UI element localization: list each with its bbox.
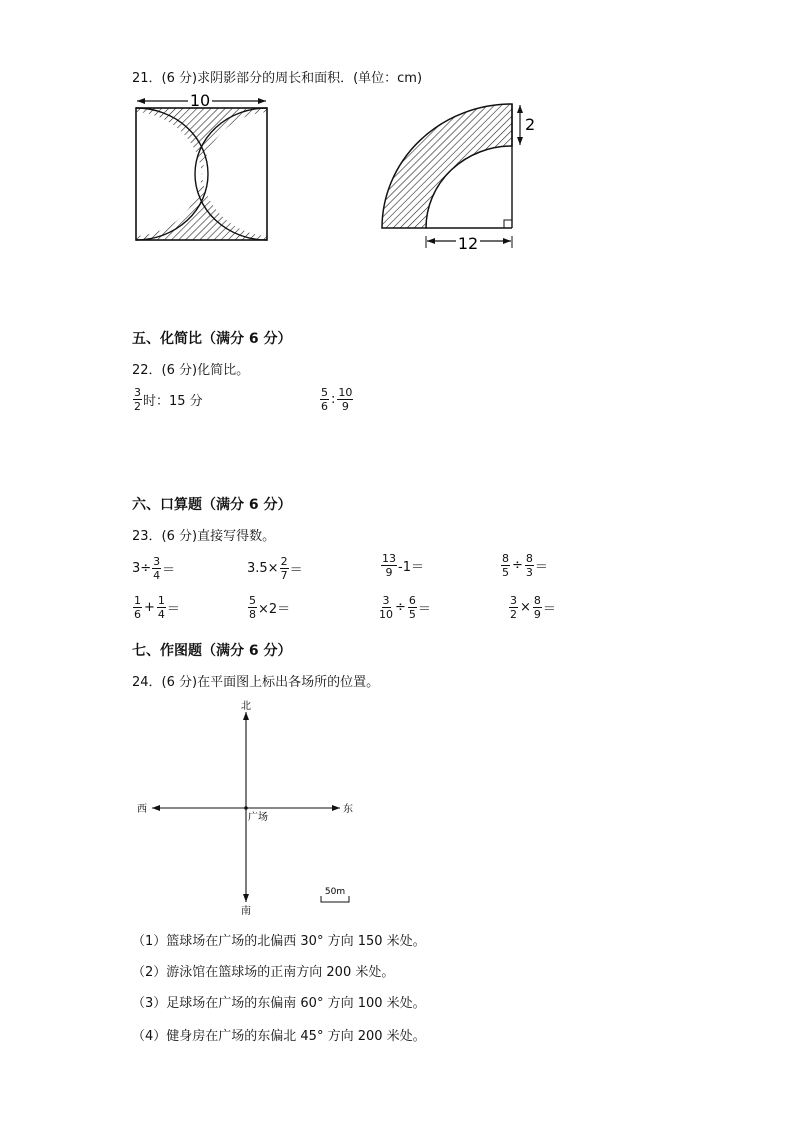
scale-label: 50m [324,887,346,897]
q24-item-2: （2）游泳馆在篮球场的正南方向 200 米处。 [132,965,395,980]
shaded-ring [382,104,512,228]
arrow-right-icon [503,238,511,244]
calc-r1c1: 3÷ $\frac{3}{4}$ ＝ [132,555,176,582]
q21-title: 21．(6 分)求阴影部分的周长和面积．(单位：cm) [132,71,423,86]
right-angle-mark [504,220,512,228]
shaded-bottom [136,176,267,240]
section6-heading: 六、口算题（满分 6 分） [132,497,292,513]
arrow-right-icon [258,98,266,104]
q24-item-3: （3）足球场在广场的东偏南 60° 方向 100 米处。 [132,996,426,1011]
fig2-bottom-label: 12 [457,234,479,253]
section5-heading: 五、化简比（满分 6 分） [132,331,292,347]
north-label: 北 [241,701,251,712]
q24-item-4: （4）健身房在广场的东偏北 45° 方向 200 米处。 [132,1029,426,1044]
south-arrow-icon [243,894,249,902]
west-label: 西 [137,804,147,815]
north-arrow-icon [243,712,249,720]
calc-r1c2: 3.5× $\frac{2}{7}$ ＝ [247,555,303,582]
arrow-down-icon [517,137,523,145]
east-arrow-icon [332,805,340,811]
center-label: 广场 [248,812,268,823]
figure-quarter-ring [376,96,551,254]
calc-r1c3: $\frac{13}{9}$ -1＝ [382,552,424,579]
fig2-side-label: 2 [525,115,536,134]
calc-r2c2: $\frac{5}{8}$ ×2＝ [249,594,291,621]
arrow-left-icon [137,98,145,104]
q24-title: 24．(6 分)在平面图上标出各场所的位置。 [132,675,380,690]
east-label: 东 [343,804,353,815]
q22-item2: $\frac{5}{6}$ : $\frac{10}{9}$ [321,386,353,413]
fig1-dimension-label: 10 [189,92,211,110]
west-arrow-icon [152,805,160,811]
calc-r2c1: $\frac{1}{6}$ + $\frac{1}{4}$ ＝ [134,594,180,621]
q23-title: 23．(6 分)直接写得数。 [132,529,276,544]
q24-item-1: （1）篮球场在广场的北偏西 30° 方向 150 米处。 [132,934,426,949]
calc-r2c4: $\frac{3}{2}$ × $\frac{8}{9}$ ＝ [510,594,556,621]
arrow-up-icon [517,105,523,113]
figure-square-semicircles [128,92,273,242]
q22-item1: $\frac{3}{2}$ 时：15 分 [134,386,203,413]
compass-diagram [130,698,370,920]
arrow-left-icon [427,238,435,244]
calc-r2c3: $\frac{3}{10}$ ÷ $\frac{6}{5}$ ＝ [379,594,431,621]
q22-title: 22．(6 分)化简比。 [132,363,250,378]
section7-heading: 七、作图题（满分 6 分） [132,643,292,659]
fraction: $\frac{3}{2}$ [134,386,141,413]
south-label: 南 [241,906,251,917]
fraction: $\frac{10}{9}$ [338,386,353,413]
calc-r1c4: $\frac{8}{5}$ ÷ $\frac{8}{3}$ ＝ [502,552,548,579]
shaded-top [136,108,267,176]
fraction: $\frac{5}{6}$ [321,386,328,413]
center-point [244,806,248,810]
